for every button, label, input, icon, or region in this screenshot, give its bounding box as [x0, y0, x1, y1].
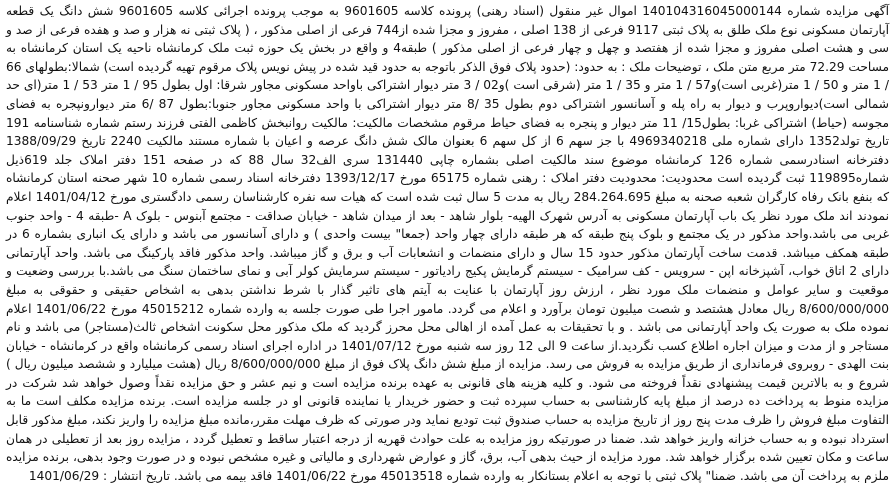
auction-notice-text: آگهی مزایده شماره 140104316045000144 اموال غیر منقول (اسناد رهنی) پرونده کلاسه 9601605 به موجب پرونده اجرائی کلاسه 9601605 شش دانگ یک قطعه آپارتمان مسکونی نوع ملک طلق به پلاک ثبتی 9117 فرعی از 138 اصلی ، مفروز و مجزا شده از744 فرعی از اصلی مذکور ، ( پلاک ثبتی نه هزار و صد و هفده فرعی از صد و سی و هشت اصلی مفروز و مجزا شده از هفتصد و چهل و چهار فرعی از اصلی مذکور ) طبقه4 و واقع در بخش یک حوزه ثبت ملک کرمانشاه ناحیه یک استان کرمانشاه به مساحت 72.29 متر مربع متن ملک ، توضیحات ملک : به حدود: (حدود پلاک فوق الذکر باتوجه به حدود قید شده در پیش نویس پلاک مرقوم تهیه گردیده است) شمالا:بطولهای 66 / 1 متر و 50 / 1 متر(غربی است)و57 / 1 متر و 35 / 1 متر (شرقی است )و02 / 3 متر دیوار اشتراکی باواحد مسکونی مجاور شرقا: اول بطول 95 / 1 متر 53 / 1 متر(ای حد شمالی است)دیواروپرب و دیوار به راه پله و آسانسور اشتراکی دوم بطول 35 /8 متر دیوار اشتراکی با واحد مسکونی مجاور جنوبا:بطول 87 /6 متر دیوارونپجره به فضای مجوسه (حیاط) اشتراکی غربا: بطول15/ 11 متر دیوار و پنجره به فضای حیاط مرقوم مشخصات مالکیت: مالکیت روانبخش کاظمی الفتی فرزند رستم شماره شناسنامه 191 تاریخ تولد1352 دارای شماره ملی 4969340218 با جز سهم 6 از کل سهم 6 بعنوان مالک شش دانگ عرصه و اعیان با شماره مستند مالکیت 2240 تاریخ 1388/09/29 دفترخانه اسنادرسمی شماره 126 کرمانشاه موضوع سند مالکیت اصلی بشماره چاپی 131440 سری الف32 سال 88 که در صفحه 151 دفتر املاک جلد 619ذیل شماره119895 ثبت گردیده است محدودیت: محدودیت دفتر املاک : رهنی شماره 65175 مورخ 1393/12/17 دفترخانه اسناد رسمی شماره 10 شهر صحنه استان کرمانشاه که بنفع بانک رفاه کارگران شعبه صحنه به مبلغ 284.264.695 ریال به مدت 5 سال ثبت شده است که هیات سه نفره کارشناسان رسمی دادگستری مورخ 1401/04/12 اعلام نمودند اند ملک مورد نظر یک باب آپارتمان مسکونی به آدرس شهرک الهیه- بلوار شاهد - بعد از میدان شاهد - خیابان صداقت - مجتمع آبنوس - بلوک A -طبقه 4 - واحد جنوب غربی می باشد.واحد مذکور در یک مجتمع و بلوک پنج طبقه که هر طبقه دارای چهار واحد (جمعا" بیست واحدی ) و دارای آسانسور می باشد و دارای یک انباری بشماره 6 در طبقه همکف میباشد. قدمت ساخت آپارتمان مذکور حدود 15 سال و دارای منضمات و انشعابات آب و برق و گاز میباشد. واحد مذکور فاقد پارکینگ می باشد. واحد آپارتمانی دارای 2 اتاق خواب، آشپزخانه اپن - سرویس - کف سرامیک - سیستم گرمایش پکیج رادیاتور - سیستم سرمایش کولر آبی و نمای ساختمان سنگ می باشد.با بررسی وضعیت و موقعیت و سایر عوامل و منضمات ملک مورد نظر ، ارزش روز آپارتمان با عنایت به آیتم های تاثیر گذار با شرط نداشتن بدهی به اشخاص حقیقی و حقوقی به مبلغ 8/600/000/000 ریال معادل هشتصد و شصت میلیون تومان برآورد و اعلام می گردد. مامور اجرا طی صورت جلسه به وارده شماره 45015212 مورخ 1401/06/22 اعلام نموده ملک به صورت یک واحد آپارتمانی می باشد . و با تحقیقات به عمل آمده از اهالی محل محرز گردید که ملک مذکور محل سکونت اشخاص ثالث(مستاجر) می باشد و نام مستاجر و از مدت و میزان اجاره اطلاع کسب نگردید.از ساعت 9 الی 12 روز سه شنبه مورخ 1401/07/12 در اداره اجرای اسناد رسمی کرمانشاه واقع در کرمانشاه - خیابان بنت الهدی - روبروی فرمانداری از طریق مزایده به فروش می رسد. مزایده از مبلغ شش دانگ پلاک فوق از مبلغ 8/600/000/000 ریال (هشت میلیارد و ششصد میلیون ریال ) شروع و به بالاترین قیمت پیشنهادی نقداً فروخته می شود. و کلیه هزینه های قانونی به عهده برنده مزایده است و نیم عشر و حق مزایده نقداً وصول خواهد شد شرکت در مزایده منوط به پرداخت ده درصد از مبلغ پایه کارشناسی به حساب سپرده ثبت و حضور خریدار یا نماینده قانونی او در جلسه مزایده است. برنده مزایده مکلف است ما به التفاوت مبلغ فروش را ظرف مدت پنج روز از تاریخ مزایده به حساب صندوق ثبت تودیع نماید ودر صورتی که ظرف مهلت مقرر،مانده مبلغ مزایده را واریز نکند، مبلغ مذکور قابل استرداد نبوده و به حساب خزانه واریز خواهد شد. ضمنا در صورتیکه روز مزایده به علت حوادث قهریه از درجه اعتبار ساقط و تعطیل گردد ، مزایده روز بعد از تعطیلی در همان ساعت و مکان تعیین شده برگزار خواهد شد. مورد مزایده از حیث بدهی آب، برق، گاز و عوارض شهرداری و مالیاتی و غیره مشخص نبوده و در صورت وجود بدهی، برنده مزایده ملزم به پرداخت آن می باشد. ضمنا" پلاک ثبتی با توجه به اعلام بستانکار به وارده شماره 45013518 مورخ 1401/06/22 فاقد بیمه می باشد. تاریخ انتشار : 1401/06/29 — [6, 4, 890, 483]
